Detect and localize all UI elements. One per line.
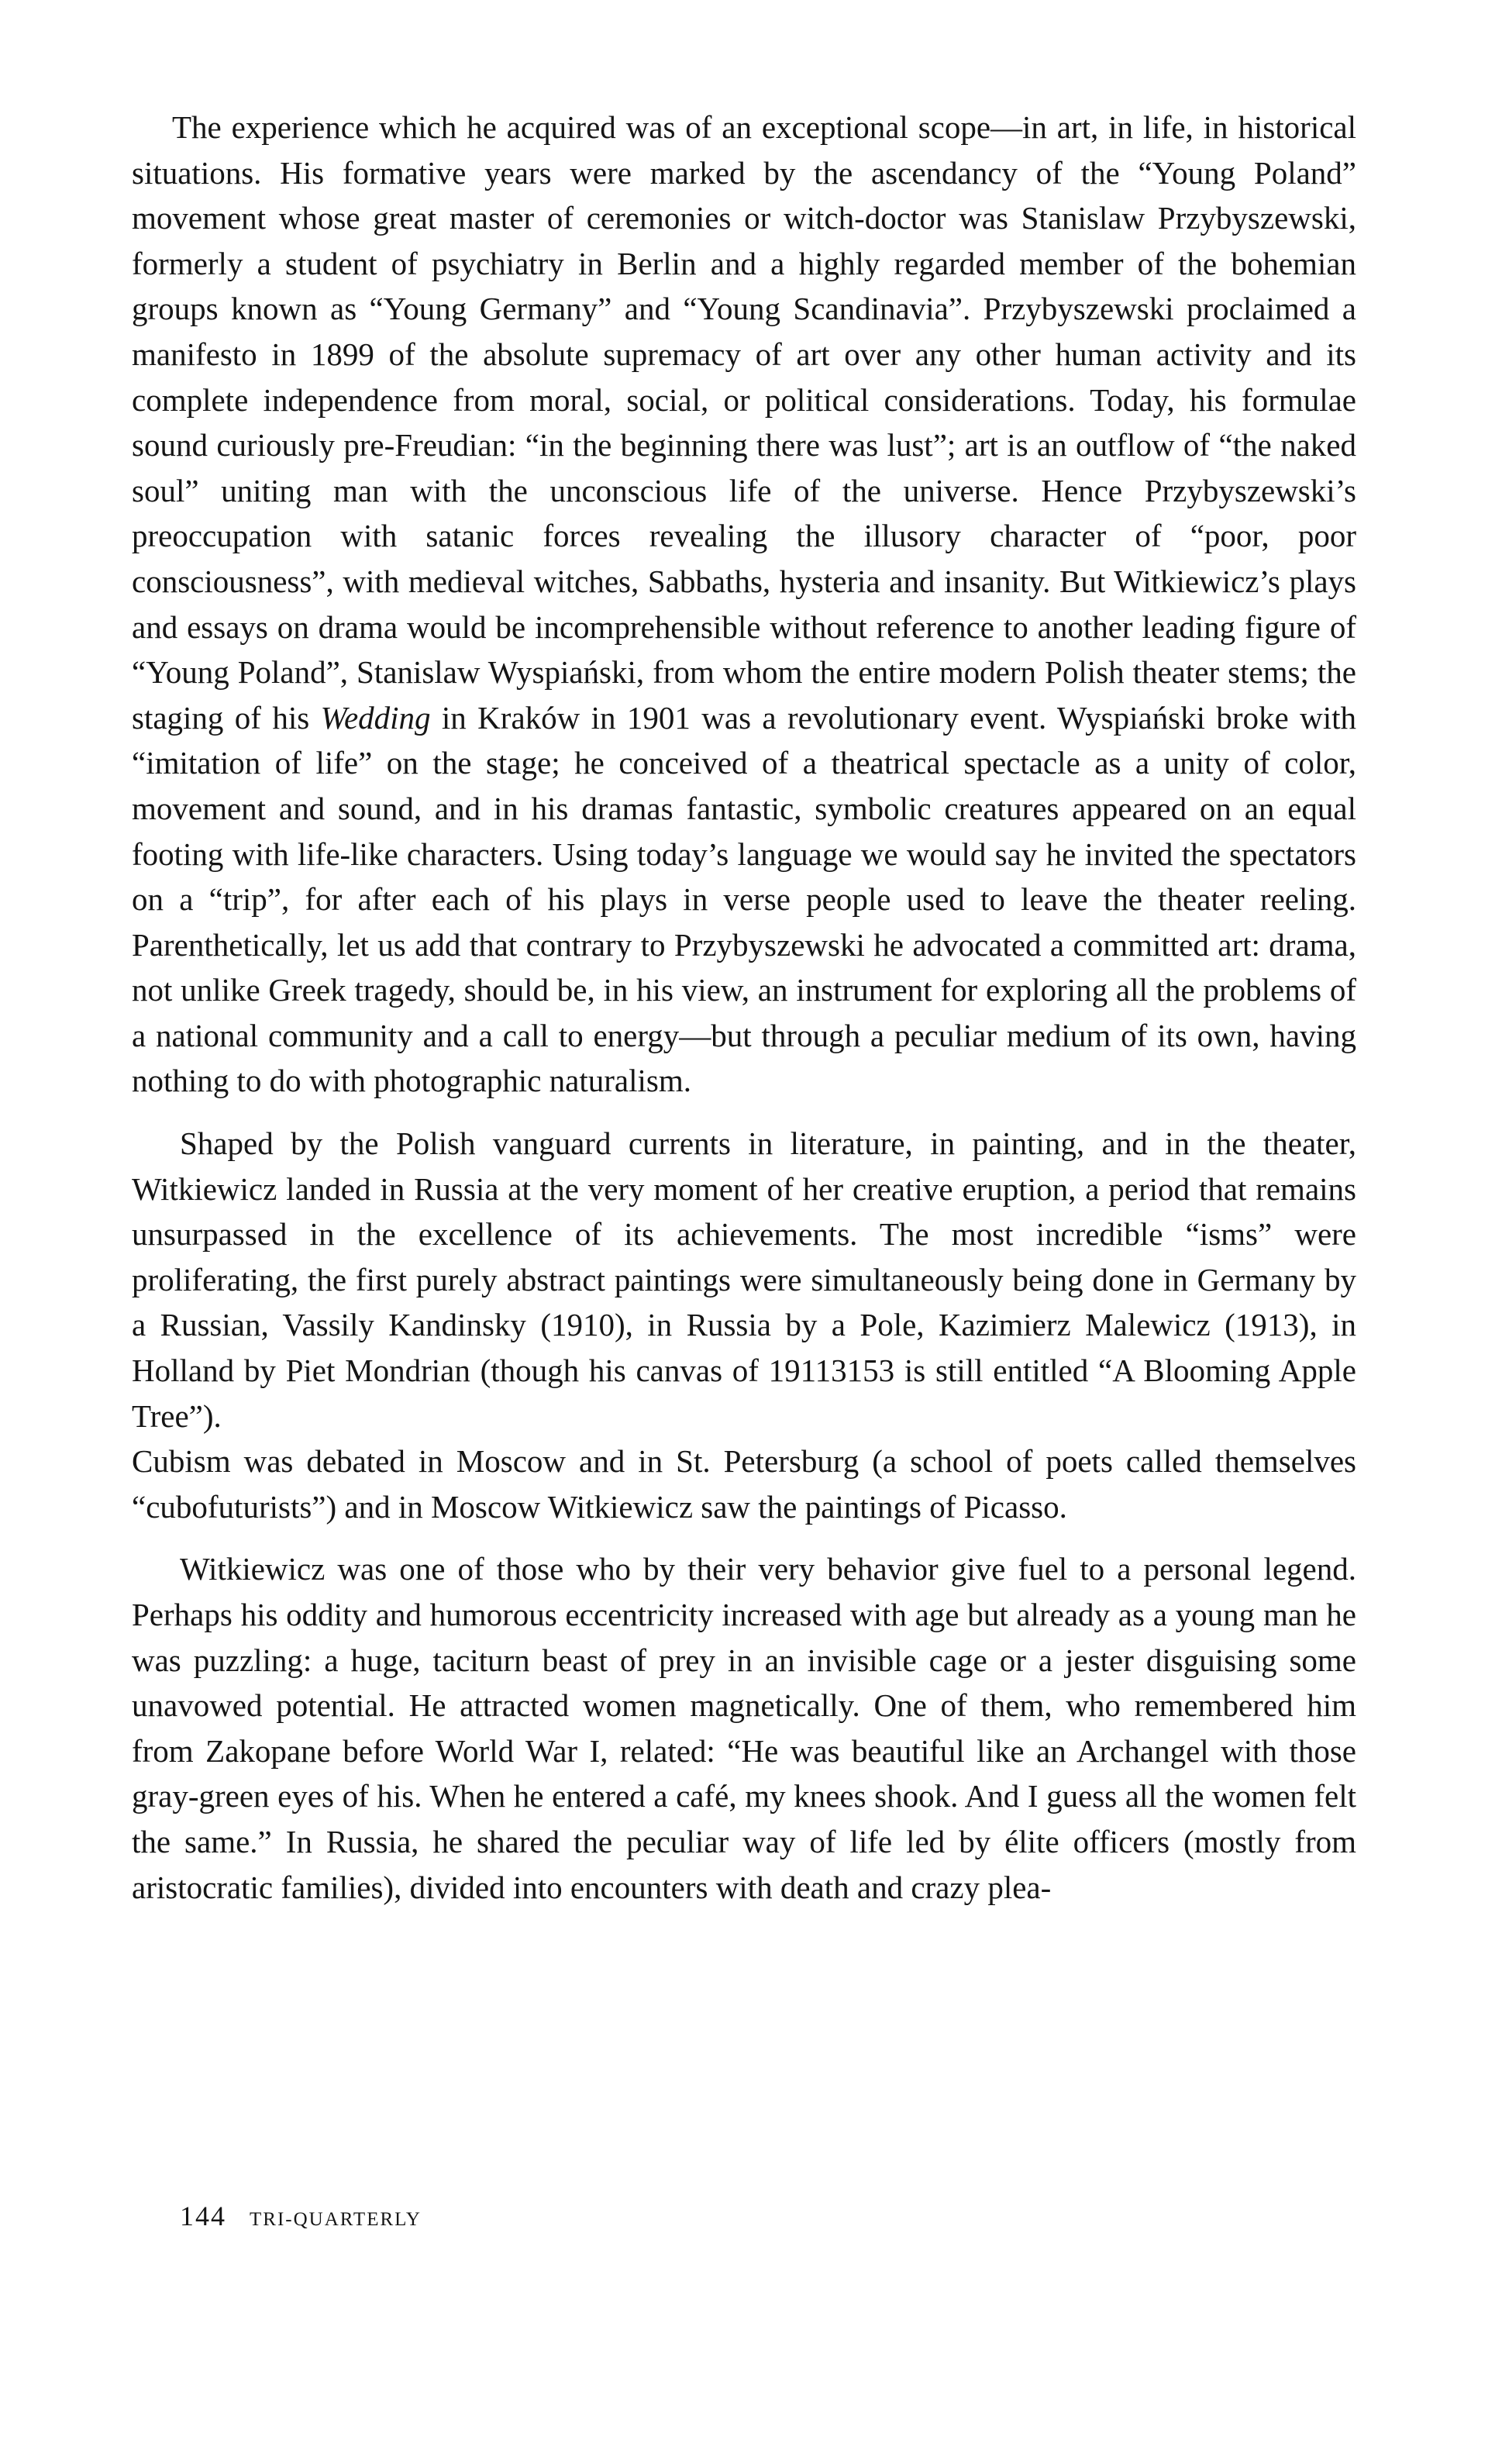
paragraph-1-text-continued: in Kraków in 1901 was a revolutionary event. Wyspiański broke with “imitation of life” on the stage; he conceived of a theatrical spectacle as a unity of color, movement and sound, and in his dramas fantastic, symbolic creatures appeared on an equal footing with life-like characters. Using today’s language we would say he invited the spectators on a “trip”, for after each of his plays in verse people used to leave the theater reeling. Parenthetically, let us add that contrary to Przybyszewski he advocated a committed art: drama, not unlike Greek tragedy, should be, in his view, an instrument for exploring all the problems of a national community and a call to energy—but through a peculiar medium of its own, having nothing to do with photographic naturalism. xyxy=(132,699,1356,1099)
wedding-title: Wedding xyxy=(320,699,431,736)
body-text xyxy=(132,105,1356,1910)
paragraph-2-text: Shaped by the Polish vanguard currents in literature, in painting, and in the theater, Witkiewicz landed in Russia at the very moment of her creative eruption, a period that remains unsurpassed in the excellence of its achievements. The most incredible “isms” were proliferating, the first purely abstract paintings were simultaneously being done in Germany by a Russian, Vassily Kandinsky (1910), in Russia by a Pole, Kazimierz Malewicz (1913), in Holland by Piet Mondrian (though his canvas of 19113153 is still entitled “A Blooming Apple Tree”). xyxy=(132,1125,1356,1434)
paragraph-3 xyxy=(132,1546,1356,1910)
page-footer xyxy=(180,2200,422,2232)
paragraph-1-text: The experience which he acquired was of an exceptional scope—in art, in life, in historical situations. His formative years were marked by the ascendancy of the “Young Poland” movement whose great master of ceremonies or witch-doctor was Stanislaw Przybyszewski, formerly a student of psychiatry in Berlin and a highly regarded member of the bohemian groups known as “Young Germany” and “Young Scandinavia”. Przybyszewski proclaimed a manifesto in 1899 of the absolute supremacy of art over any other human activity and its complete independence from moral, social, or political considerations. Today, his formulae sound curiously pre-Freudian: “in the beginning there was lust”; art is an outflow of “the naked soul” uniting man with the unconscious life of the universe. Hence Przybyszewski’s preoccupation with satanic forces revealing the illusory character of “poor, poor consciousness”, with medieval witches, Sabbaths, hysteria and insanity. But Witkiewicz’s plays and essays on drama would be incomprehensible without reference to another leading figure of “Young Poland”, Stanislaw Wyspiański, from whom the entire modern Polish theater stems; the staging of his xyxy=(132,109,1356,736)
paragraph-1 xyxy=(132,105,1356,1104)
page-number: 144 xyxy=(180,2200,226,2231)
paragraph-2 xyxy=(132,1121,1356,1529)
paragraph-2-text-continued: Cubism was debated in Moscow and in St. Petersburg (a school of poets called themselves “cubofuturists”) and in Moscow Witkiewicz saw the paintings of Picasso. xyxy=(132,1443,1356,1525)
paragraph-3-text: Witkiewicz was one of those who by their very behavior give fuel to a personal legend. Perhaps his oddity and humorous eccentricity increased with age but already as a young man he was puzzling: a huge, taciturn beast of prey in an invisible cage or a jester disguising some unavowed potential. He attracted women magnetically. One of them, who remembered him from Zakopane before World War I, related: “He was beautiful like an Archangel with those gray-green eyes of his. When he entered a café, my knees shook. And I guess all the women felt the same.” In Russia, he shared the peculiar way of life led by élite officers (mostly from aristocratic families), divided into encounters with death and crazy plea- xyxy=(132,1551,1356,1905)
running-title: TRI-QUARTERLY xyxy=(250,2209,422,2230)
